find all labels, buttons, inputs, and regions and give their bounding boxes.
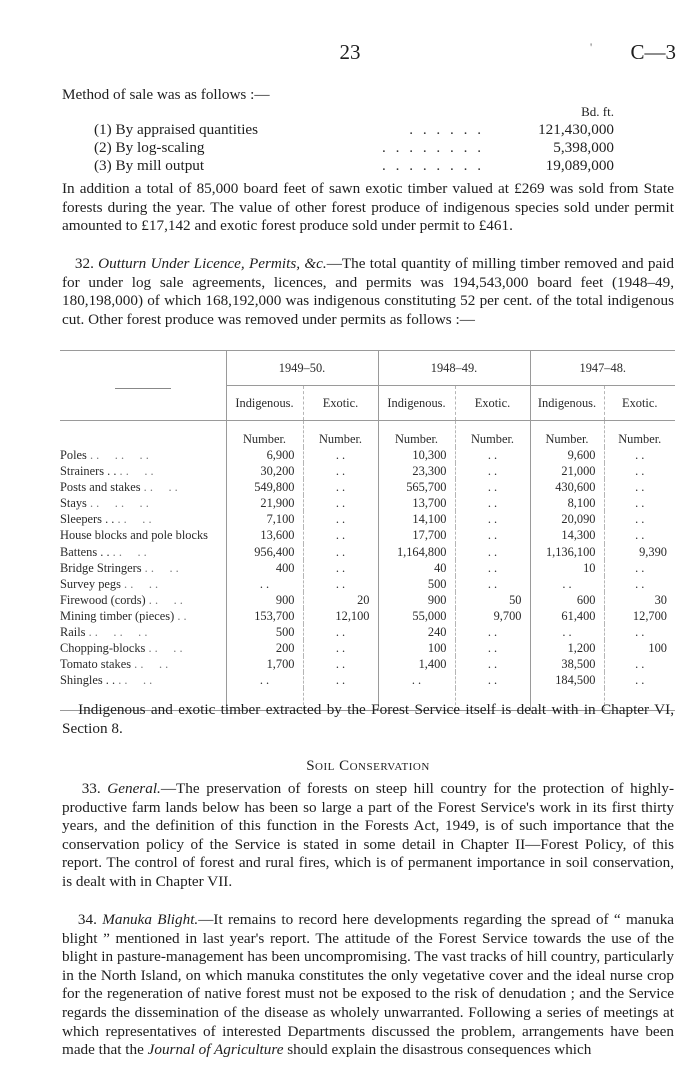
sale-row: (2) By log-scaling . . . . . . . . 5,398,000	[94, 139, 614, 156]
table-cell: 10,300	[378, 447, 455, 463]
table-cell: . .	[455, 624, 530, 640]
row-label: Mining timber (pieces) . .	[60, 608, 187, 623]
table-cell: . .	[226, 672, 303, 688]
row-label: House blocks and pole blocks	[60, 528, 208, 543]
table-cell: 9,390	[604, 544, 675, 560]
table-cell: . .	[303, 640, 378, 656]
table-row	[60, 624, 675, 640]
table-row	[60, 463, 675, 479]
table-row	[60, 640, 675, 656]
unit-label: Number.	[604, 421, 675, 448]
table-cell: . .	[455, 560, 530, 576]
table-cell: 40	[378, 560, 455, 576]
table-cell: 500	[226, 624, 303, 640]
table-cell: 1,136,100	[530, 544, 604, 560]
table-cell: 153,700	[226, 608, 303, 624]
table-row	[60, 560, 675, 576]
exotic-header: Exotic.	[455, 386, 530, 421]
table-cell: . .	[303, 479, 378, 495]
table-cell: . .	[303, 624, 378, 640]
row-label: Rails . . . . . .	[60, 625, 148, 640]
table-row	[60, 608, 675, 624]
table-cell: . .	[455, 495, 530, 511]
table-cell: 500	[378, 576, 455, 592]
table-cell: 13,600	[226, 527, 303, 543]
table-cell: 10	[530, 560, 604, 576]
table-cell: . .	[455, 672, 530, 688]
table-cell: 14,300	[530, 527, 604, 543]
row-label: Poles . . . . . .	[60, 448, 149, 462]
exotic-header: Exotic.	[303, 386, 378, 421]
table-cell: 1,700	[226, 656, 303, 672]
forest-produce-table	[60, 350, 675, 711]
sale-row: (3) By mill output . . . . . . . . 19,089,000	[94, 157, 614, 174]
row-label: Sleepers . . . . . .	[60, 512, 152, 527]
table-cell: 8,100	[530, 495, 604, 511]
table-cell: 23,300	[378, 463, 455, 479]
indigenous-header: Indigenous.	[226, 386, 303, 421]
unit-label: Number.	[530, 421, 604, 448]
table-cell: 430,600	[530, 479, 604, 495]
table-cell: . .	[455, 527, 530, 543]
table-cell: . .	[604, 447, 675, 463]
table-cell: 20	[303, 592, 378, 608]
table-cell: 17,700	[378, 527, 455, 543]
table-cell: 1,164,800	[378, 544, 455, 560]
table-cell: 6,900	[226, 447, 303, 463]
table-cell: . .	[303, 656, 378, 672]
page-mark: '	[590, 40, 593, 54]
table-cell: . .	[604, 576, 675, 592]
table-cell: . .	[604, 479, 675, 495]
table-cell: . .	[455, 576, 530, 592]
table-cell: 9,600	[530, 447, 604, 463]
table-row	[60, 479, 675, 495]
sale-row: (1) By appraised quantities . . . . . . 121,430,000	[94, 121, 614, 138]
table-cell: 1,400	[378, 656, 455, 672]
table-cell: . .	[303, 672, 378, 688]
table-cell: 50	[455, 592, 530, 608]
table-cell: 21,900	[226, 495, 303, 511]
table-row	[60, 495, 675, 511]
paragraph-34: 34. Manuka Blight.—It remains to record here developments regarding the spread of “ manuka blight ” mentioned in last year's report. The attitude of the Forest Service towards the use of the blight in pasture-management has been uncompromising. The vast tracks of hill country, particularly in the North Island, on which manuka constitutes the only vegetative cover and the ideal nurse crop for the regeneration of native forest must not be exposed to the risk of denudation ; and the Service regards the dissemination of the disease as wholely unwarranted. Following a series of meetings at which representatives of interested Departments discussed the problem, arrangements have been made that the Journal of Agriculture should explain the disastrous consequences which	[62, 911, 675, 1059]
table-cell: . .	[604, 495, 675, 511]
table-cell: 30,200	[226, 463, 303, 479]
table-cell: 21,000	[530, 463, 604, 479]
table-row	[60, 576, 675, 592]
table-row	[60, 447, 675, 463]
row-label: Battens . . . . . .	[60, 544, 147, 559]
row-label: Survey pegs . . . .	[60, 576, 159, 591]
table-cell: 7,100	[226, 511, 303, 527]
intro-line: Method of sale was as follows :—	[62, 86, 270, 103]
paragraph-32: 32. Outturn Under Licence, Permits, &c.—The total quantity of milling timber removed and paid for under log sale agreements, licences, and permits was 194,543,000 board feet (1948–49, 180,198,000) of which 168,192,000 was indigenous constituting 52 per cent. of the total indigenous cut. Other forest produce was removed under permits as follows :—	[62, 255, 675, 328]
indigenous-header: Indigenous.	[530, 386, 604, 421]
table-cell: 600	[530, 592, 604, 608]
table-cell: . .	[455, 447, 530, 463]
table-cell: 900	[226, 592, 303, 608]
unit-label: Number.	[303, 421, 378, 448]
table-cell: 565,700	[378, 479, 455, 495]
table-cell: . .	[303, 463, 378, 479]
paragraph-33: 33. General.—The preservation of forests on steep hill country for the protection of highly-productive farm lands below has been so large a part of the Forest Service's work in its first thirty years, and the definition of this function in the Forests Act, 1949, is of such importance that the conservation policy of the Service is stated in some detail in Chapter II—Forest Policy, of this report. The control of forest and rural fires, which is of permanent importance in soil conservation, is dealt with in Chapter VII.	[62, 780, 675, 890]
table-row	[60, 544, 675, 560]
row-label: Tomato stakes . . . .	[60, 657, 169, 672]
table-cell: . .	[455, 656, 530, 672]
row-label: Stays . . . . . .	[60, 496, 149, 511]
table-cell: . .	[455, 511, 530, 527]
table-cell: . .	[455, 463, 530, 479]
year-header: 1949–50.	[226, 351, 378, 386]
unit-label: Number.	[378, 421, 455, 448]
section-heading: Soil Conservation	[306, 758, 430, 774]
table-cell: . .	[604, 672, 675, 688]
table-cell: . .	[303, 447, 378, 463]
table-cell: 20,090	[530, 511, 604, 527]
table-row	[60, 672, 675, 688]
table-cell: . .	[604, 560, 675, 576]
table-cell: 200	[226, 640, 303, 656]
year-header: 1947–48.	[530, 351, 675, 386]
table-cell: . .	[530, 576, 604, 592]
row-label: Strainers . . . . . .	[60, 464, 154, 479]
table-cell: . .	[303, 511, 378, 527]
sale-method-table	[94, 103, 614, 175]
table-row	[60, 527, 675, 543]
page-number: 23	[339, 40, 361, 64]
table-cell: 100	[604, 640, 675, 656]
table-cell: . .	[303, 560, 378, 576]
table-cell: . .	[530, 624, 604, 640]
table-cell: . .	[378, 672, 455, 688]
sale-unit: Bd. ft.	[581, 104, 614, 119]
table-cell: . .	[226, 576, 303, 592]
table-cell: . .	[303, 576, 378, 592]
paragraph-extracted: Indigenous and exotic timber extracted by the Forest Service itself is dealt with in Chapter VI, Section 8.	[62, 701, 674, 737]
table-cell: 38,500	[530, 656, 604, 672]
table-cell: . .	[604, 656, 675, 672]
row-label: Firewood (cords) . . . .	[60, 592, 183, 607]
table-row	[60, 511, 675, 527]
row-label: Bridge Stringers . . . .	[60, 560, 179, 575]
paragraph-addition: In addition a total of 85,000 board feet of sawn exotic timber valued at £269 was sold from State forests during the year. The value of other forest produce of indigenous species sold under permit amounted to £17,142 and exotic forest produce sold under permit to £461.	[62, 180, 674, 235]
table-cell: . .	[604, 511, 675, 527]
table-cell: 9,700	[455, 608, 530, 624]
row-label: Chopping-blocks . . . .	[60, 641, 183, 656]
table-cell: 12,100	[303, 608, 378, 624]
exotic-header: Exotic.	[604, 386, 675, 421]
table-row	[60, 656, 675, 672]
table-cell: . .	[303, 544, 378, 560]
document-reference: C—3	[630, 40, 676, 64]
table-cell: 12,700	[604, 608, 675, 624]
row-label: Posts and stakes . . . .	[60, 480, 178, 495]
table-cell: 14,100	[378, 511, 455, 527]
table-cell: 400	[226, 560, 303, 576]
unit-label: Number.	[455, 421, 530, 448]
table-cell: 956,400	[226, 544, 303, 560]
table-cell: . .	[455, 479, 530, 495]
table-cell: 1,200	[530, 640, 604, 656]
indigenous-header: Indigenous.	[378, 386, 455, 421]
table-cell: 13,700	[378, 495, 455, 511]
table-cell: 900	[378, 592, 455, 608]
table-cell: 184,500	[530, 672, 604, 688]
row-label: Shingles . . . . . .	[60, 673, 153, 688]
table-cell: . .	[303, 527, 378, 543]
table-cell: 240	[378, 624, 455, 640]
table-cell: 30	[604, 592, 675, 608]
table-cell: . .	[604, 527, 675, 543]
table-row	[60, 592, 675, 608]
unit-label: Number.	[226, 421, 303, 448]
table-cell: 549,800	[226, 479, 303, 495]
table-cell: . .	[303, 495, 378, 511]
table-cell: . .	[455, 640, 530, 656]
table-cell: 61,400	[530, 608, 604, 624]
table-cell: 100	[378, 640, 455, 656]
table-cell: . .	[455, 544, 530, 560]
table-cell: . .	[604, 463, 675, 479]
table-cell: 55,000	[378, 608, 455, 624]
table-cell: . .	[604, 624, 675, 640]
year-header: 1948–49.	[378, 351, 530, 386]
